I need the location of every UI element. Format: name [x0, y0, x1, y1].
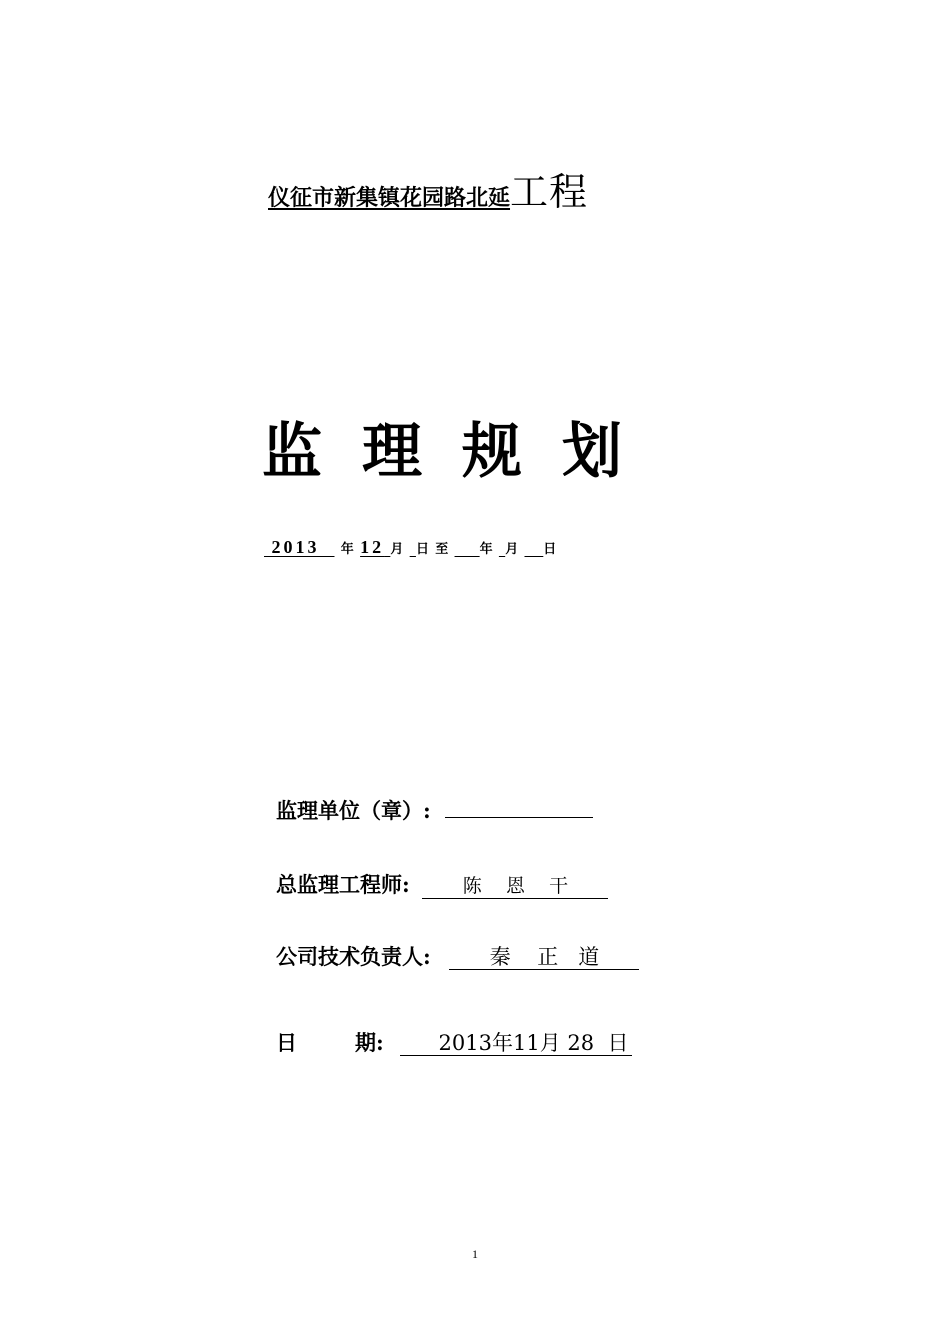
period-end-day-char: 日: [543, 542, 557, 557]
supervision-unit-label: 监理单位（章）:: [276, 798, 431, 823]
main-title: [262, 412, 662, 492]
date-row: [276, 1027, 632, 1059]
main-title-char: 规: [462, 417, 526, 487]
period-line: [264, 533, 556, 564]
tech-lead-value: 秦 正 道: [449, 945, 639, 970]
project-name: 仪征市新集镇花园路北延: [268, 185, 511, 211]
period-year-char: 年: [340, 542, 354, 557]
main-title-char: 划: [562, 417, 626, 487]
period-end-year-char: 年: [479, 542, 493, 557]
tech-lead-row: [276, 941, 639, 973]
date-value: 2013年11月 28 日: [400, 1031, 632, 1056]
period-day-char: 日: [415, 542, 429, 557]
page-number: 1: [472, 1247, 478, 1261]
chief-engineer-label: 总监理工程师:: [276, 872, 410, 897]
main-title-char: 理: [362, 417, 426, 487]
period-end-month-char: 月: [505, 542, 519, 557]
supervision-unit-value: [445, 817, 593, 818]
period-month-char: 月: [390, 542, 404, 557]
chief-engineer-row: [276, 869, 608, 901]
supervision-unit-row: [276, 795, 593, 827]
chief-engineer-value: 陈 恩 干: [422, 874, 608, 899]
main-title-char: 监: [262, 417, 326, 487]
period-start-month: 12: [360, 537, 385, 557]
tech-lead-label: 公司技术负责人:: [276, 944, 431, 969]
project-title: [268, 168, 588, 224]
date-label: 日 期:: [276, 1030, 384, 1055]
period-start-year: 2013: [271, 537, 320, 557]
period-to-char: 至: [435, 542, 449, 557]
project-suffix: 工程: [510, 170, 589, 214]
